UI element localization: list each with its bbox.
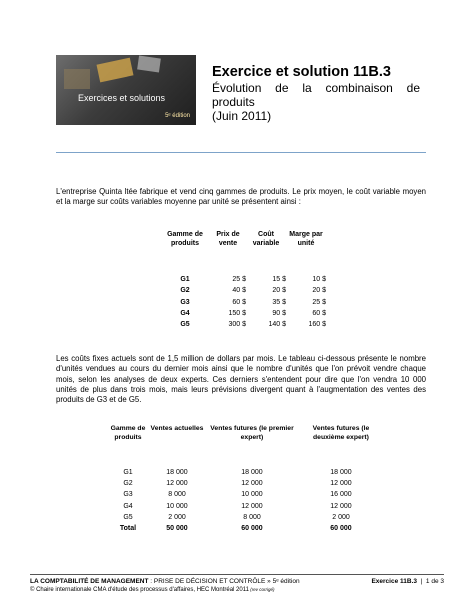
table-row: G2 12 000 12 000 12 000 xyxy=(123,480,352,488)
cover-decoration xyxy=(64,69,90,89)
title-block xyxy=(212,64,420,124)
cover-image xyxy=(56,55,196,125)
table-header: Prix de vente xyxy=(216,231,240,247)
table-row: G5 2 000 8 000 2 000 xyxy=(123,513,350,521)
footer-book-title: LA COMPTABILITÉ DE MANAGEMENT : PRISE DE DÉCISION ET CONTRÔLE » 5ᵉ édition xyxy=(30,578,300,585)
sales-table xyxy=(108,424,384,534)
costs-paragraph: Les coûts fixes actuels sont de 1,5 million de dollars par mois. Le tableau ci-dessous présente le nombre d'unités vendues au cours du dernier mois ainsi que le nombre d'unités que l'on prévoit vendre chaque mois, selon les analyses de deux experts. Ces derniers s'entendent pour dire que l'on vendra 10 000 unités de plus dans trois mois, mais leurs prévisions divergent quant à l'augmentation des ventes des produits de G3 et de G5. xyxy=(56,354,426,405)
footer-divider xyxy=(30,574,444,575)
price-table xyxy=(160,230,326,330)
intro-paragraph: L'entreprise Quinta ltée fabrique et vend cinq gammes de produits. Le prix moyen, le coût variable moyen et la marge sur coûts variables moyenne par unité se présentent ainsi : xyxy=(56,187,426,207)
table-row: G2 40 $ 20 $ 20 $ xyxy=(180,287,326,295)
table-header: Gamme de produits xyxy=(110,425,146,441)
page-subtitle: Évolution de la combinaison de produits xyxy=(212,81,420,109)
cover-decoration xyxy=(97,58,134,83)
table-header: Ventes futures (le premier expert) xyxy=(210,425,294,441)
table-row: G3 60 $ 35 $ 25 $ xyxy=(180,298,326,306)
table-row: G1 25 $ 15 $ 10 $ xyxy=(180,276,326,283)
header-divider xyxy=(56,152,426,153)
table-row: G3 8 000 10 000 16 000 xyxy=(123,491,352,499)
footer-copyright: © Chaire internationale CMA d'étude des processus d'affaires, HEC Montréal 2011 (rev corrigé) xyxy=(30,587,275,593)
table-header: Ventes futures (le deuxième expert) xyxy=(312,425,370,441)
table-row: G4 150 $ 90 $ 60 $ xyxy=(180,309,326,317)
cover-title: Exercices et solutions xyxy=(78,93,166,103)
table-total-row: Total 50 000 60 000 60 000 xyxy=(119,525,352,533)
footer-page-info: Exercice 11B.3 | 1 de 3 xyxy=(371,578,444,585)
page-date: (Juin 2011) xyxy=(212,109,272,123)
cover-decoration xyxy=(137,56,161,73)
table-header: Gamme de produits xyxy=(167,231,203,247)
page-title: Exercice et solution 11B.3 xyxy=(212,64,391,80)
table-header: Ventes actuelles xyxy=(150,425,204,432)
page-number: 1 de 3 xyxy=(425,578,444,585)
table-header: Marge par unité xyxy=(289,231,323,247)
table-row: G1 18 000 18 000 18 000 xyxy=(123,469,352,476)
table-row: G4 10 000 12 000 12 000 xyxy=(123,502,352,510)
cover-edition: 5ᵉ édition xyxy=(165,113,190,119)
table-header: Coût variable xyxy=(252,231,280,247)
table-row: G5 300 $ 140 $ 160 $ xyxy=(180,321,326,329)
